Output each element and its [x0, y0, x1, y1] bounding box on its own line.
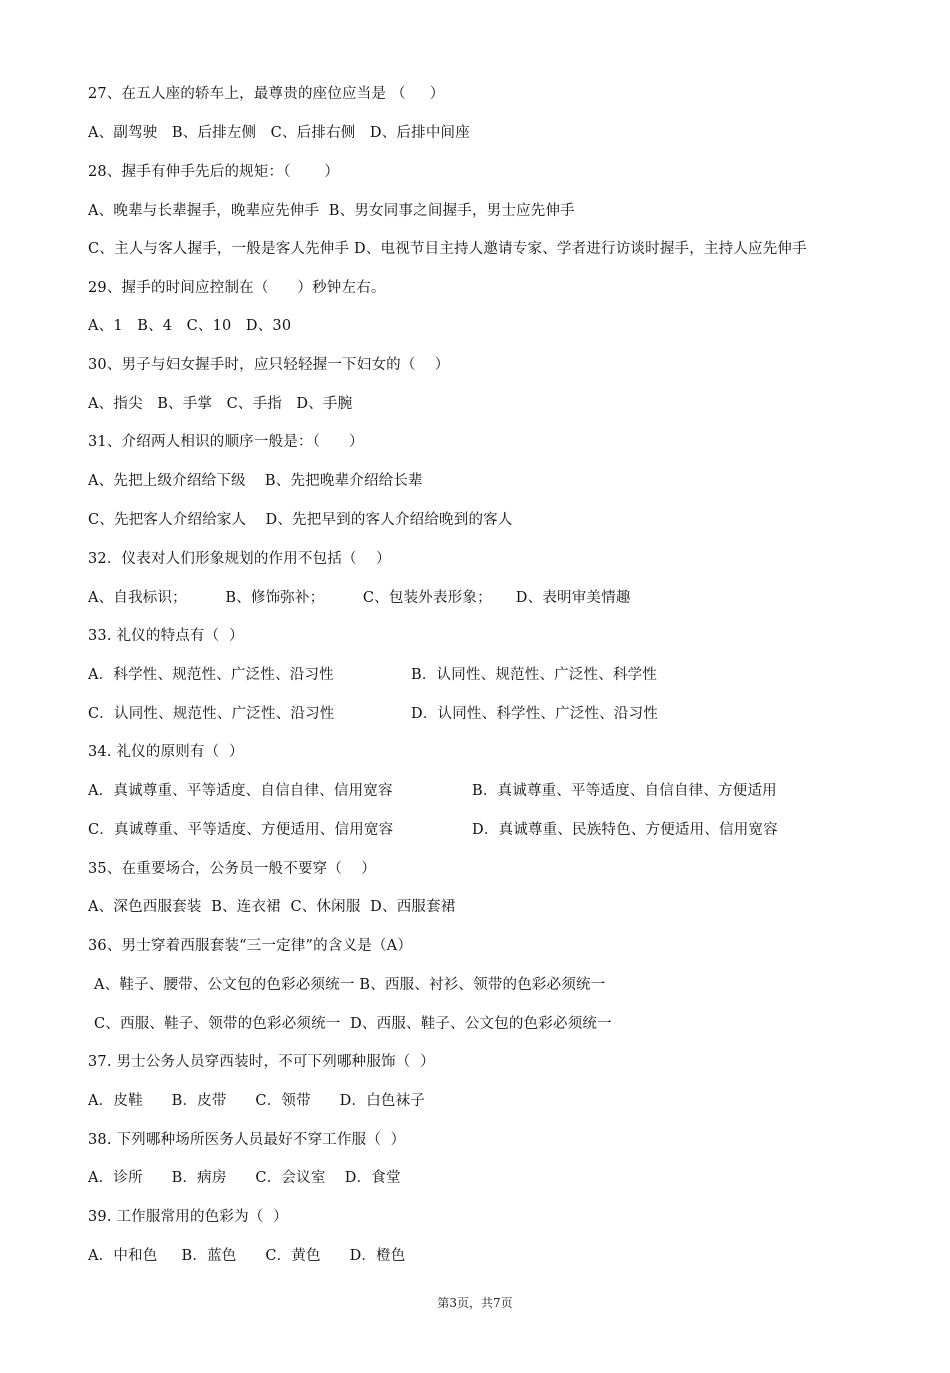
question-34-option-a: A．真诚尊重、平等适度、自信自律、信用宽容: [88, 783, 393, 799]
question-29-stem: 29、握手的时间应控制在（ ）秒钟左右。: [88, 280, 386, 296]
page-number-footer: 第3页，共7页: [437, 1296, 513, 1310]
question-34-option-b: B．真诚尊重、平等适度、自信自律、方便适用: [472, 783, 777, 799]
question-28-stem: 28、握手有伸手先后的规矩：（ ）: [88, 164, 340, 180]
question-29-options: A、1 B、4 C、10 D、30: [88, 318, 292, 334]
question-33-option-d: D．认同性、科学性、广泛性、沿习性: [411, 706, 659, 722]
question-34-option-d: D．真诚尊重、民族特色、方便适用、信用宽容: [472, 822, 778, 838]
question-39-stem: 39. 工作服常用的色彩为（ ）: [88, 1209, 288, 1225]
question-34-stem: 34. 礼仪的原则有（ ）: [88, 744, 244, 760]
question-31-options-1: A、先把上级介绍给下级 B、先把晚辈介绍给长辈: [88, 473, 423, 489]
question-36-options-1: A、鞋子、腰带、公文包的色彩必须统一 B、西服、衬衫、领带的色彩必须统一: [94, 977, 606, 993]
question-39-options: A．中和色 B．蓝色 C．黄色 D．橙色: [88, 1248, 406, 1264]
question-28-options-1: A、晚辈与长辈握手，晚辈应先伸手 B、男女同事之间握手，男士应先伸手: [88, 203, 575, 219]
question-30-options: A、指尖 B、手掌 C、手指 D、手腕: [88, 396, 353, 412]
question-31-options-2: C、先把客人介绍给家人 D、先把早到的客人介绍给晚到的客人: [88, 512, 513, 528]
question-37-options: A．皮鞋 B．皮带 C．领带 D．白色袜子: [88, 1093, 426, 1109]
question-31-stem: 31、介绍两人相识的顺序一般是：（ ）: [88, 434, 364, 450]
question-35-stem: 35、在重要场合，公务员一般不要穿（ ）: [88, 861, 376, 877]
question-32-options: A、自我标识； B、修饰弥补； C、包装外表形象； D、表明审美情趣: [88, 590, 631, 606]
question-38-stem: 38. 下列哪种场所医务人员最好不穿工作服（ ）: [88, 1132, 406, 1148]
question-33-option-a: A．科学性、规范性、广泛性、沿习性: [88, 667, 334, 683]
question-38-options: A．诊所 B．病房 C．会议室 D．食堂: [88, 1170, 401, 1186]
question-33-option-c: C．认同性、规范性、广泛性、沿习性: [88, 706, 335, 722]
question-32-stem: 32．仪表对人们形象规划的作用不包括（ ）: [88, 551, 391, 567]
question-27-options: A、副驾驶 B、后排左侧 C、后排右侧 D、后排中间座: [88, 125, 470, 141]
question-34-option-c: C．真诚尊重、平等适度、方便适用、信用宽容: [88, 822, 394, 838]
question-33-option-b: B．认同性、规范性、广泛性、科学性: [411, 667, 658, 683]
question-30-stem: 30、男子与妇女握手时，应只轻轻握一下妇女的（ ）: [88, 357, 450, 373]
question-28-options-2: C、主人与客人握手，一般是客人先伸手 D、电视节目主持人邀请专家、学者进行访谈时握手，主持人应先伸手: [88, 241, 807, 257]
question-33-stem: 33. 礼仪的特点有（ ）: [88, 628, 244, 644]
question-27-stem: 27、在五人座的轿车上，最尊贵的座位应当是 （ ）: [88, 86, 445, 102]
question-36-stem: 36、男士穿着西服套装“三一定律”的含义是（A）: [88, 938, 413, 954]
question-36-options-2: C、西服、鞋子、领带的色彩必须统一 D、西服、鞋子、公文包的色彩必须统一: [94, 1016, 612, 1032]
question-35-options: A、深色西服套装 B、连衣裙 C、休闲服 D、西服套裙: [88, 899, 456, 915]
question-37-stem: 37. 男士公务人员穿西装时，不可下列哪种服饰（ ）: [88, 1054, 435, 1070]
